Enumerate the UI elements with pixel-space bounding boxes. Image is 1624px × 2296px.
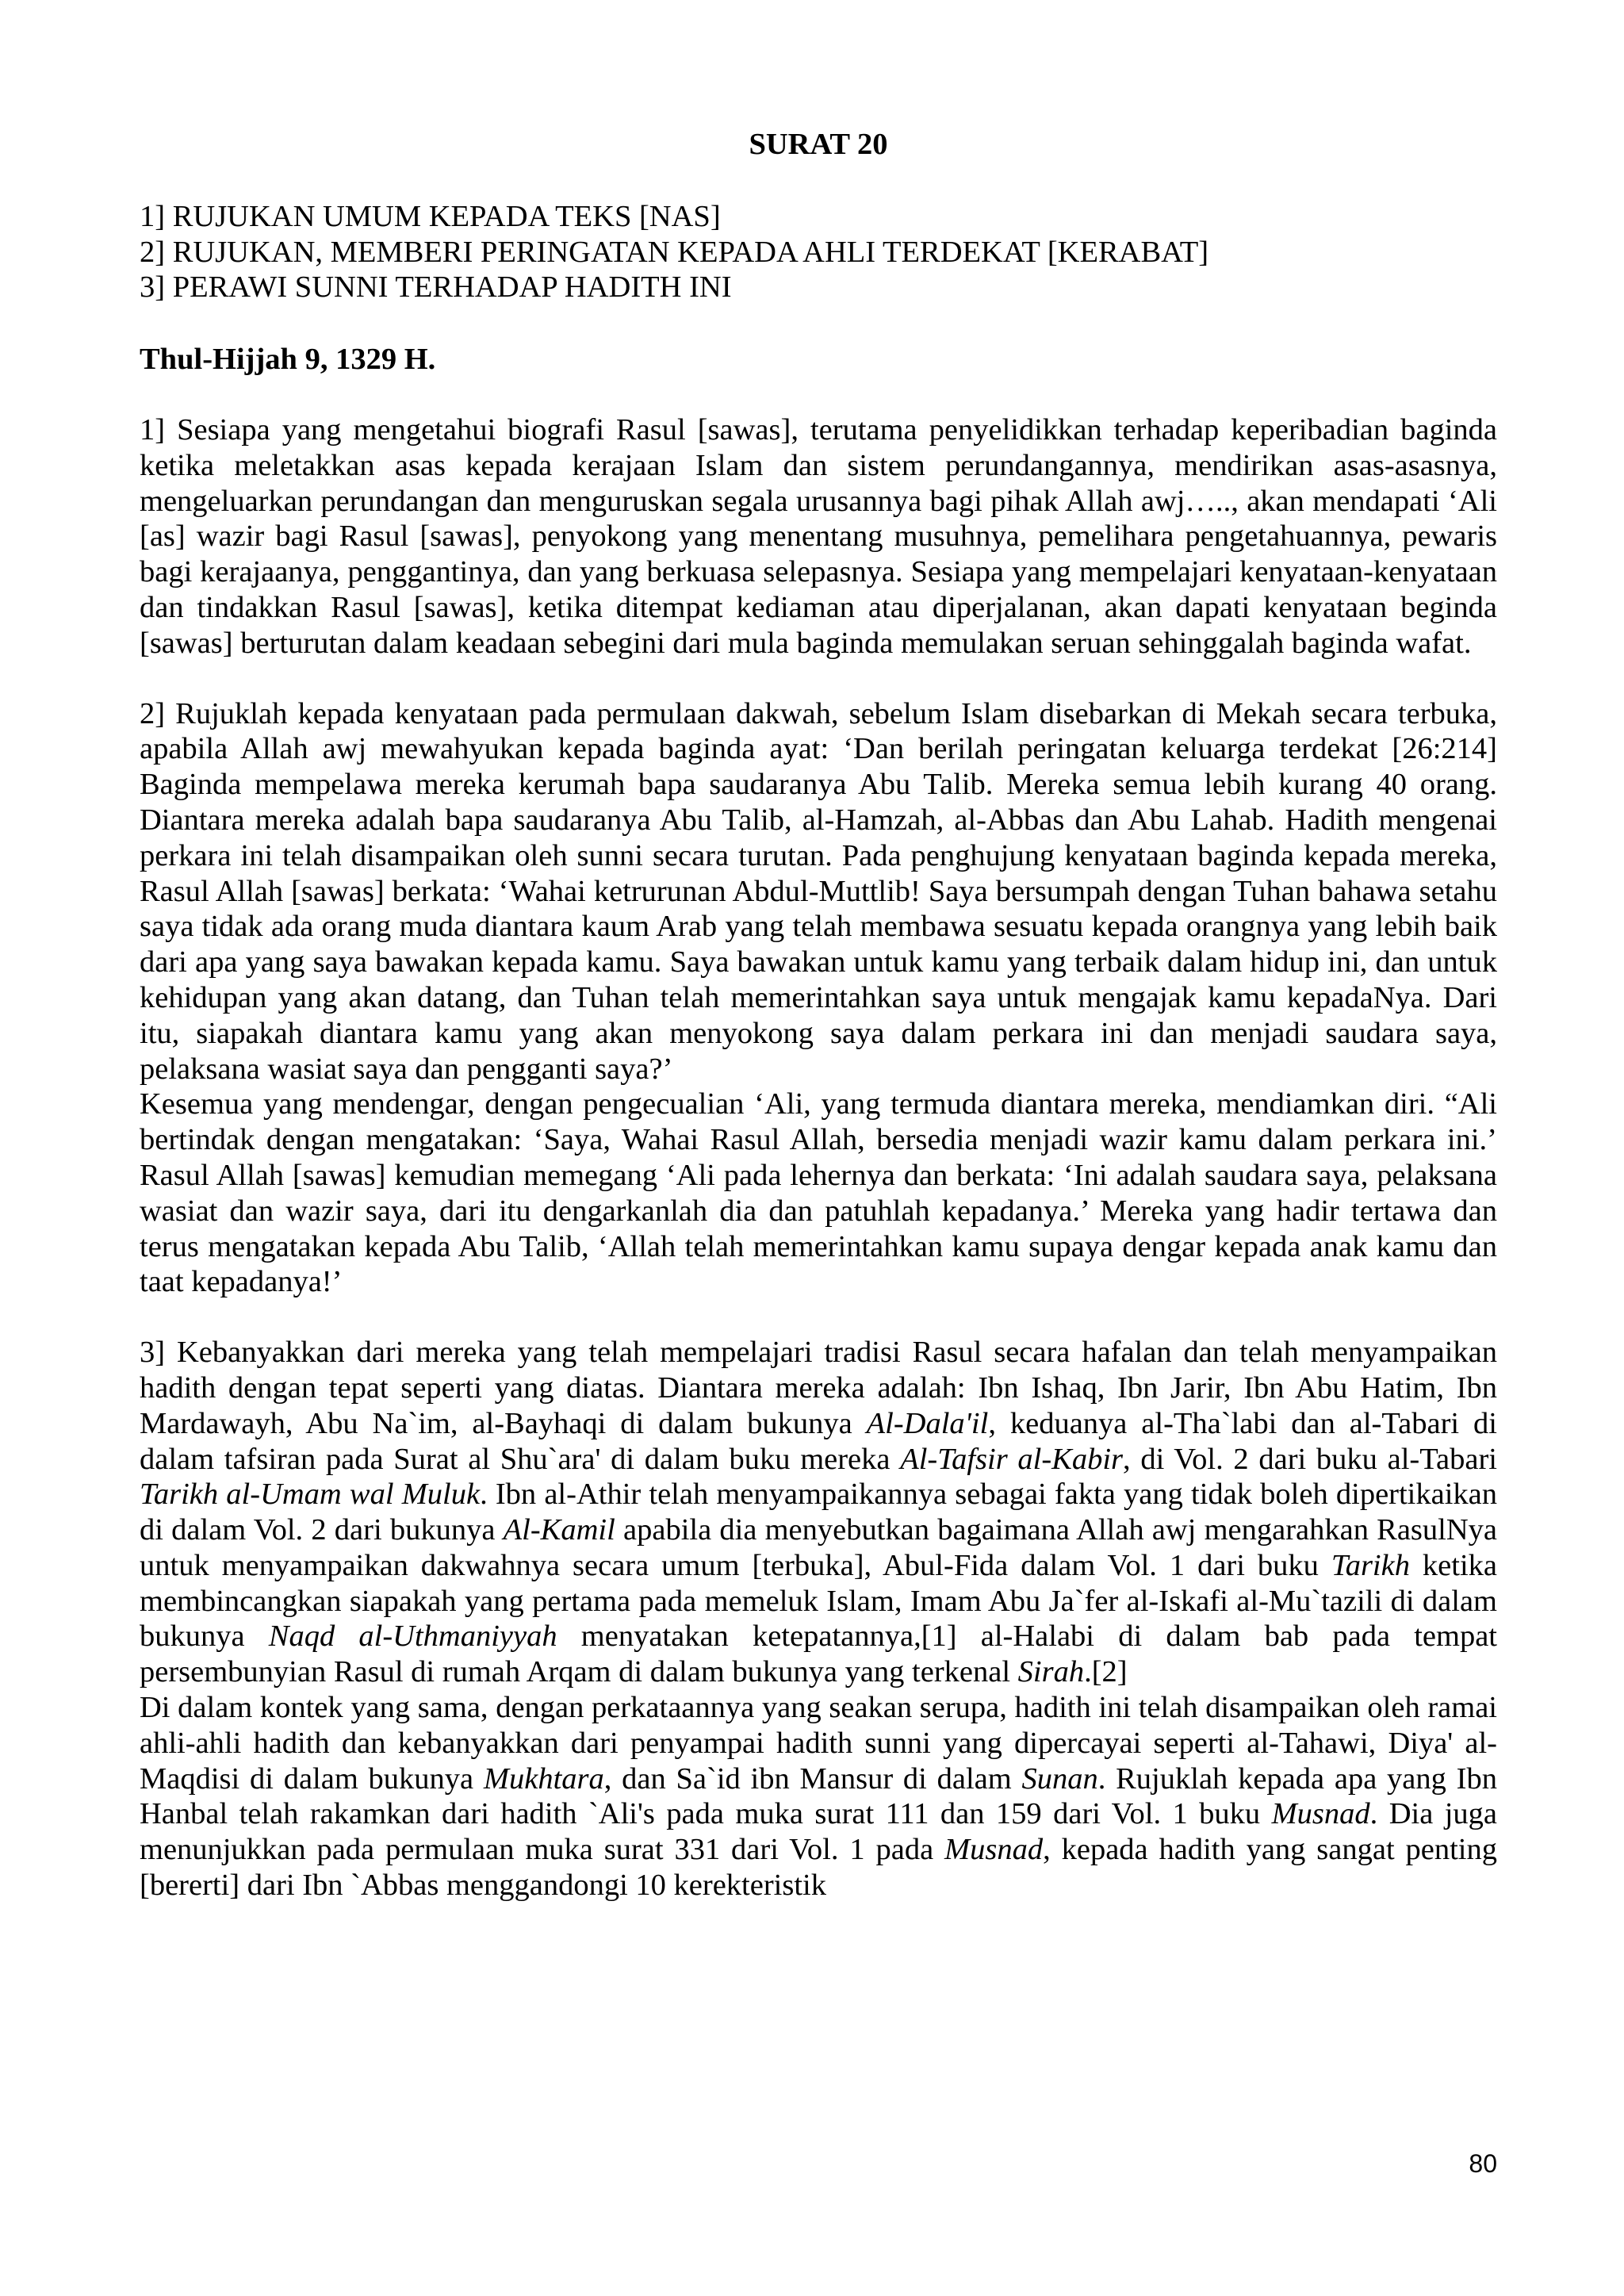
book-title: Mukhtara — [483, 1761, 604, 1796]
book-title: Musnad — [1271, 1797, 1370, 1831]
letter-date: Thul-Hijjah 9, 1329 H. — [140, 343, 436, 377]
text-run: . Rujuklah kepada apa yang Ibn Hanbal telah rakamkan dari hadith `Ali's pada muka surat 111 dan 159 dari Vol. 1 buku — [140, 1761, 1497, 1831]
text-run: . Ibn al-Athir telah menyampaikannya sebagai fakta yang tidak boleh dipertikaikan di dalam Vol. 2 dari bukunya — [140, 1478, 1498, 1547]
text-run: , dan Sa`id ibn Mansur di dalam — [603, 1761, 1022, 1796]
book-title: Al-Dala'il — [866, 1406, 989, 1440]
heading-3: 3] PERAWI SUNNI TERHADAP HADITH INI — [140, 270, 732, 305]
book-title: Sirah — [1017, 1655, 1085, 1689]
section-headings — [140, 199, 1497, 305]
paragraph-4 — [140, 1335, 1497, 1690]
text-run: Di dalam kontek yang sama, dengan perkataannya yang seakan serupa, hadith ini telah disampaikan oleh ramai ahli-ahli hadith dan kebanyakkan dari penyampai hadith sunni yang dipercayai seperti al-Tahawi, Diya' al-Maqdisi di dalam bukunya — [140, 1691, 1497, 1796]
text-run: 3] Kebanyakkan dari mereka yang telah mempelajari tradisi Rasul secara hafalan dan telah menyampaikan hadith dengan tepat seperti yang diatas. Diantara mereka adalah: Ibn Ishaq, Ibn Jarir, Ibn Abu Hatim, Ibn Mardawayh, Abu Na`im, al-Bayhaqi di dalam bukunya — [140, 1336, 1497, 1440]
book-title: Musnad — [944, 1833, 1044, 1867]
text-run: menyatakan ketepatannya,[1] al-Halabi di dalam bab pada tempat persembunyian Rasul di rumah Arqam di dalam bukunya yang terkenal — [140, 1619, 1498, 1689]
book-title: Tarikh al-Umam wal Muluk — [140, 1478, 481, 1512]
paragraph-1: 1] Sesiapa yang mengetahui biografi Rasul [sawas], terutama penyelidikkan terhadap keperibadian baginda ketika meletakkan asas kepada kerajaan Islam dan sistem perundangannya, mendirikan asas-asasnya, mengeluarkan perundangan dan menguruskan segala urusannya bagi pihak Allah awj….., akan mendapati ‘Ali [as] wazir bagi Rasul [sawas], penyokong yang menentang musuhnya, pemelihara pengetahuannya, pewaris bagi kerajaanya, penggantinya, dan yang berkuasa selepasnya. Sesiapa yang mempelajari kenyataan-kenyataan dan tindakkan Rasul [sawas], ketika ditempat kediaman atau diperjalanan, akan dapati kenyataan beginda [sawas] berturutan dalam keadaan sebegini dari mula baginda memulakan seruan sehinggalah baginda wafat. — [140, 412, 1497, 660]
page-number: 80 — [1469, 2149, 1497, 2178]
book-title: Naqd al-Uthmaniyyah — [268, 1619, 557, 1654]
text-run: ketika membincangkan siapakah yang pertama pada memeluk Islam, Imam Abu Ja`fer al-Iskafi al-Mu`tazili di dalam bukunya — [140, 1548, 1497, 1654]
book-title: Tarikh — [1331, 1548, 1410, 1582]
text-run: , di Vol. 2 dari buku al-Tabari — [1123, 1442, 1497, 1476]
book-title: Al-Tafsir al-Kabir — [900, 1442, 1124, 1476]
text-run: .[2] — [1084, 1655, 1128, 1689]
book-title: Al-Kamil — [503, 1513, 615, 1547]
text-run: , keduanya al-Tha`labi dan al-Tabari di dalam tafsiran pada Surat al Shu`ara' di dalam buku mereka — [140, 1406, 1497, 1476]
document-body — [140, 412, 1497, 1903]
heading-1: 1] RUJUKAN UMUM KEPADA TEKS [NAS] — [140, 199, 721, 233]
page-title: SURAT 20 — [749, 128, 888, 161]
paragraph-3: Kesemua yang mendengar, dengan pengecualian ‘Ali, yang termuda diantara mereka, mendiamkan diri. “Ali bertindak dengan mengatakan: ‘Saya, Wahai Rasul Allah, bersedia menjadi wazir kamu dalam perkara ini.’ Rasul Allah [sawas] kemudian memegang ‘Ali pada lehernya dan berkata: ‘Ini adalah saudara saya, pelaksana wasiat dan wazir saya, dari itu dengarkanlah dia dan patuhlah kepadanya.’ Mereka yang hadir tertawa dan terus mengatakan kepada Abu Talib, ‘Allah telah memerintahkan kamu supaya dengar kepada anak kamu dan taat kepadanya!’ — [140, 1087, 1497, 1299]
paragraph-5 — [140, 1690, 1497, 1903]
book-title: Sunan — [1021, 1761, 1098, 1796]
text-run: , kepada hadith yang sangat penting [bererti] dari Ibn `Abbas menggandongi 10 kerekteristik — [140, 1833, 1497, 1903]
text-run: apabila dia menyebutkan bagaimana Allah awj mengarahkan RasulNya untuk menyampaikan dakwahnya secara umum [terbuka], Abul-Fida dalam Vol. 1 dari buku — [140, 1513, 1497, 1582]
text-run: . Dia juga menunjukkan pada permulaan muka surat 331 dari Vol. 1 pada — [140, 1797, 1498, 1867]
paragraph-2: 2] Rujuklah kepada kenyataan pada permulaan dakwah, sebelum Islam disebarkan di Mekah secara terbuka, apabila Allah awj mewahyukan kepada baginda ayat: ‘Dan berilah peringatan keluarga terdekat [26:214] Baginda mempelawa mereka kerumah bapa saudaranya Abu Talib. Mereka semua lebih kurang 40 orang. Diantara mereka adalah bapa saudaranya Abu Talib, al-Hamzah, al-Abbas dan Abu Lahab. Hadith mengenai perkara ini telah disampaikan oleh sunni secara turutan. Pada penghujung kenyataan baginda kepada mereka, Rasul Allah [sawas] berkata: ‘Wahai ketrurunan Abdul-Muttlib! Saya bersumpah dengan Tuhan bahawa setahu saya tidak ada orang muda diantara kaum Arab yang telah membawa sesuatu kepada orangnya yang lebih baik dari apa yang saya bawakan kepada kamu. Saya bawakan untuk kamu yang terbaik dalam hidup ini, dan untuk kehidupan yang akan datang, dan Tuhan telah memerintahkan saya untuk mengajak kamu kepadaNya. Dari itu, siapakah diantara kamu yang akan menyokong saya dalam perkara ini dan menjadi saudara saya, pelaksana wasiat saya dan pengganti saya?’ — [140, 696, 1497, 1086]
document-page — [140, 127, 1497, 1903]
heading-2: 2] RUJUKAN, MEMBERI PERINGATAN KEPADA AHLI TERDEKAT [KERABAT] — [140, 235, 1209, 269]
